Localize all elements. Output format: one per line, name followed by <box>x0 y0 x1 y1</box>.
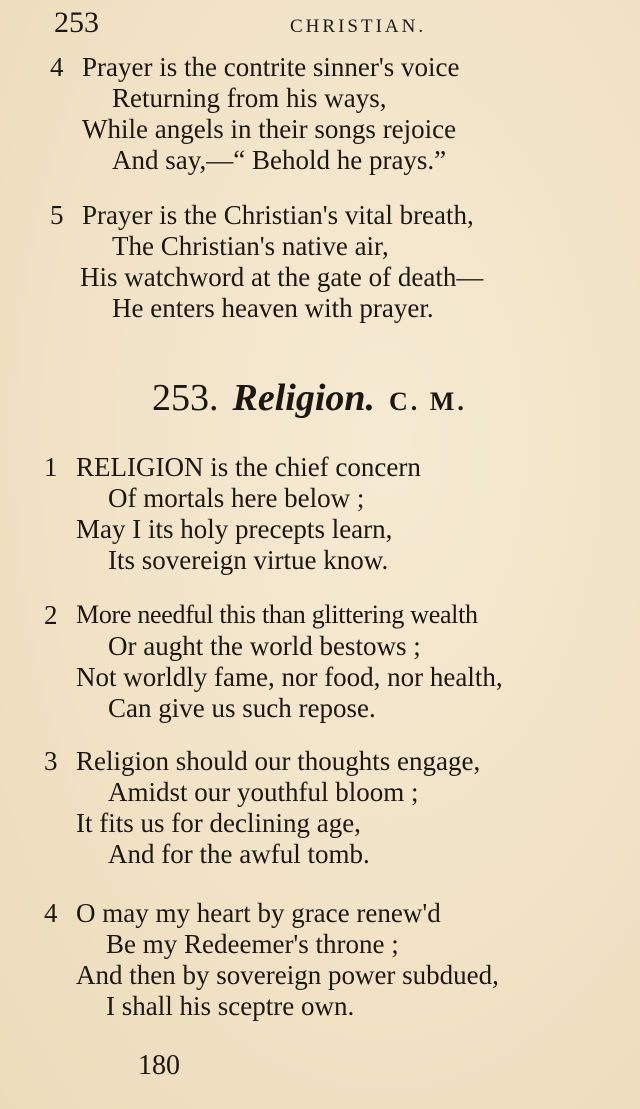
verse-line: Its sovereign virtue know. <box>108 545 389 575</box>
verse-line: Returning from his ways, <box>112 83 387 113</box>
page-number-bottom: 180 <box>138 1050 180 1081</box>
verse-line: RELIGION is the chief concern <box>76 452 421 482</box>
verse-line: Religion should our thoughts engage, <box>76 746 481 776</box>
verse-line: The Christian's native air, <box>112 231 389 261</box>
verse-line: Of mortals here below ; <box>108 483 365 513</box>
hymn-heading <box>152 376 467 420</box>
verse-line: Prayer is the contrite sinner's voice <box>82 52 460 82</box>
verse-line: More needful this than glittering wealth <box>76 600 478 629</box>
verse-line: And for the awful tomb. <box>108 839 370 869</box>
verse-line: It fits us for declining age, <box>76 808 361 838</box>
verse-line: Not worldly fame, nor food, nor health, <box>76 662 503 692</box>
verse-line: Be my Redeemer's throne ; <box>106 929 399 959</box>
page-number-top: 253 <box>54 6 99 39</box>
running-head <box>54 4 614 44</box>
verse-line: Prayer is the Christian's vital breath, <box>82 200 474 230</box>
verse-line: His watchword at the gate of death— <box>80 262 484 292</box>
verse-number: 2 <box>44 600 58 630</box>
verse-line: And say,—“ Behold he prays.” <box>112 145 447 175</box>
verse-number: 5 <box>50 200 64 230</box>
verse-line: And then by sovereign power subdued, <box>76 960 499 990</box>
verse-number: 4 <box>44 898 58 928</box>
hymn-title: Religion. <box>232 377 376 419</box>
verse-line: While angels in their songs rejoice <box>82 114 457 144</box>
verse-line: Amidst our youthful bloom ; <box>108 777 419 807</box>
verse-line: Or aught the world bestows ; <box>108 631 421 661</box>
verse-number: 4 <box>50 52 64 82</box>
hymn-meter: C. M. <box>389 387 467 416</box>
verse-number: 1 <box>44 452 58 482</box>
verse-line: He enters heaven with prayer. <box>112 293 434 323</box>
verse-line: Can give us such repose. <box>108 693 376 723</box>
verse-line: I shall his sceptre own. <box>106 991 355 1021</box>
hymn-number: 253. <box>152 377 219 419</box>
verse-line: O may my heart by grace renew'd <box>76 898 441 928</box>
verse-line: May I its holy precepts learn, <box>76 514 393 544</box>
running-title: CHRISTIAN. <box>290 16 427 37</box>
verse-number: 3 <box>44 746 58 776</box>
